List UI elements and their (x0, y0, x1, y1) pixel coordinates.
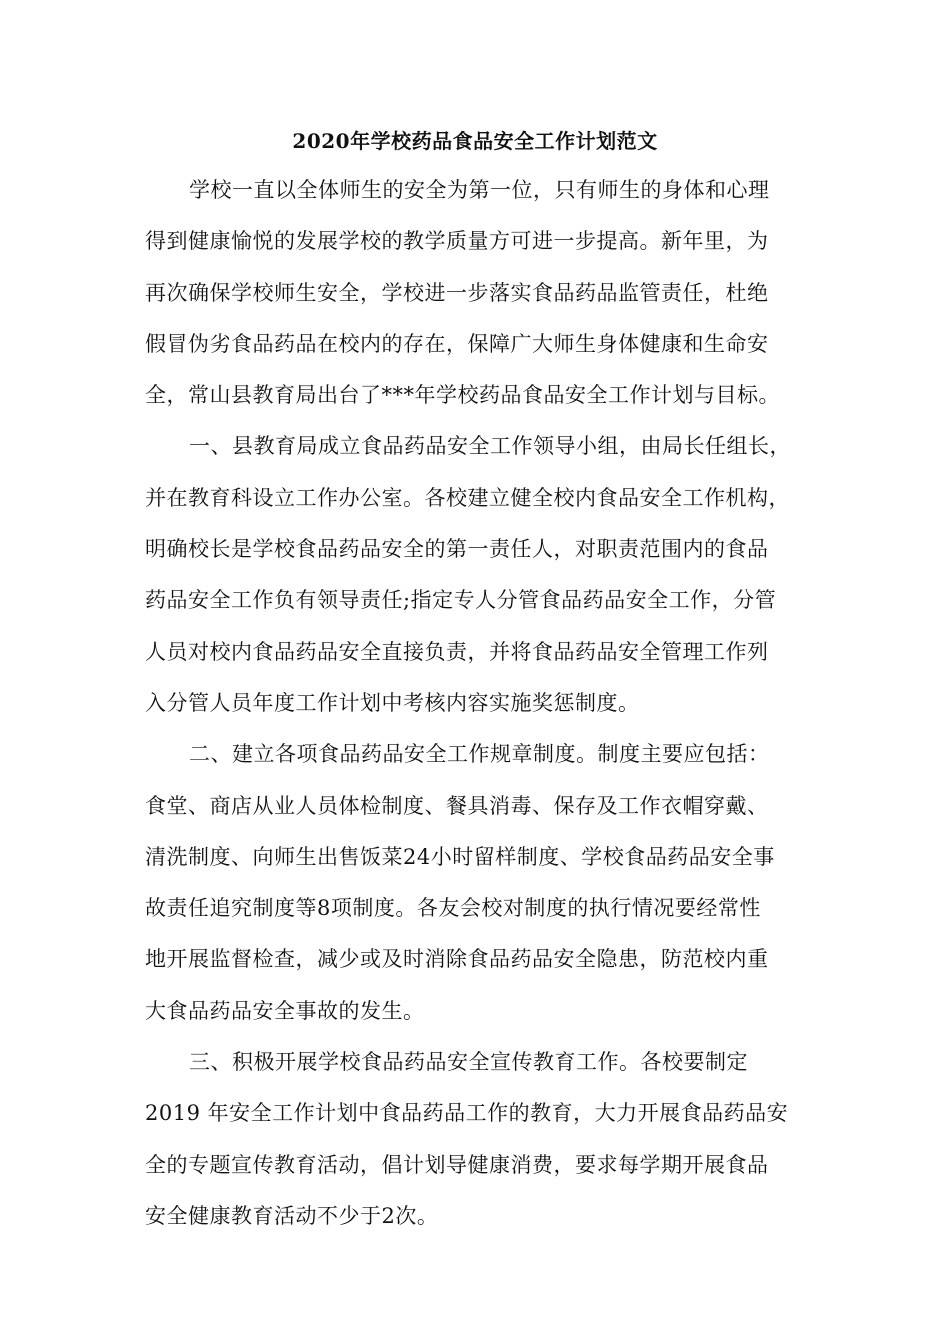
document-body (145, 165, 815, 1242)
text-line: 故责任追究制度等8项制度。各友会校对制度的执行情况要经常性 (145, 896, 761, 921)
text-line: 假冒伪劣食品药品在校内的存在，保障广大师生身体健康和生命安 (145, 331, 769, 356)
text-line: 药品安全工作负有领导责任;指定专人分管食品药品安全工作，分管 (145, 588, 777, 613)
text-line: 地开展监督检查，减少或及时消除食品药品安全隐患，防范校内重 (145, 947, 769, 972)
text-line: 全的专题宣传教育活动，倡计划导健康消费，要求每学期开展食品 (145, 1152, 769, 1177)
text-line: 二、建立各项食品药品安全工作规章制度。制度主要应包括： (189, 742, 770, 767)
text-line: 安全健康教育活动不少于2次。 (145, 1203, 439, 1228)
text-line: 大食品药品安全事故的发生。 (145, 998, 425, 1023)
text-line: 再次确保学校师生安全，学校进一步落实食品药品监管责任，杜绝 (145, 280, 769, 305)
text-line: 并在教育科设立工作办公室。各校建立健全校内食品安全工作机构， (145, 485, 790, 510)
text-line: 学校一直以全体师生的安全为第一位，只有师生的身体和心理 (189, 178, 770, 202)
text-line: 人员对校内食品药品安全直接负责，并将食品药品安全管理工作列 (145, 639, 769, 664)
text-line: 入分管人员年度工作计划中考核内容实施奖惩制度。 (145, 690, 640, 715)
text-line: 三、积极开展学校食品药品安全宣传教育工作。各校要制定 (189, 1050, 748, 1075)
text-line: 一、县教育局成立食品药品安全工作领导小组，由局长任组长， (189, 434, 791, 459)
text-line: 2019 年安全工作计划中食品药品工作的教育，大力开展食品药品安 (145, 1101, 789, 1126)
document-title: 2020年学校药品食品安全工作计划范文 (292, 129, 658, 153)
text-line: 全，常山县教育局出台了***年学校药品食品安全工作计划与目标。 (145, 383, 780, 408)
text-line: 食堂、商店从业人员体检制度、餐具消毒、保存及工作衣帽穿戴、 (145, 793, 769, 818)
text-line: 清洗制度、向师生出售饭菜24小时留样制度、学校食品药品安全事 (145, 844, 775, 869)
text-line: 明确校长是学校食品药品安全的第一责任人，对职责范围内的食品 (145, 537, 769, 562)
text-line: 得到健康愉悦的发展学校的教学质量方可进一步提高。新年里，为 (145, 229, 769, 254)
